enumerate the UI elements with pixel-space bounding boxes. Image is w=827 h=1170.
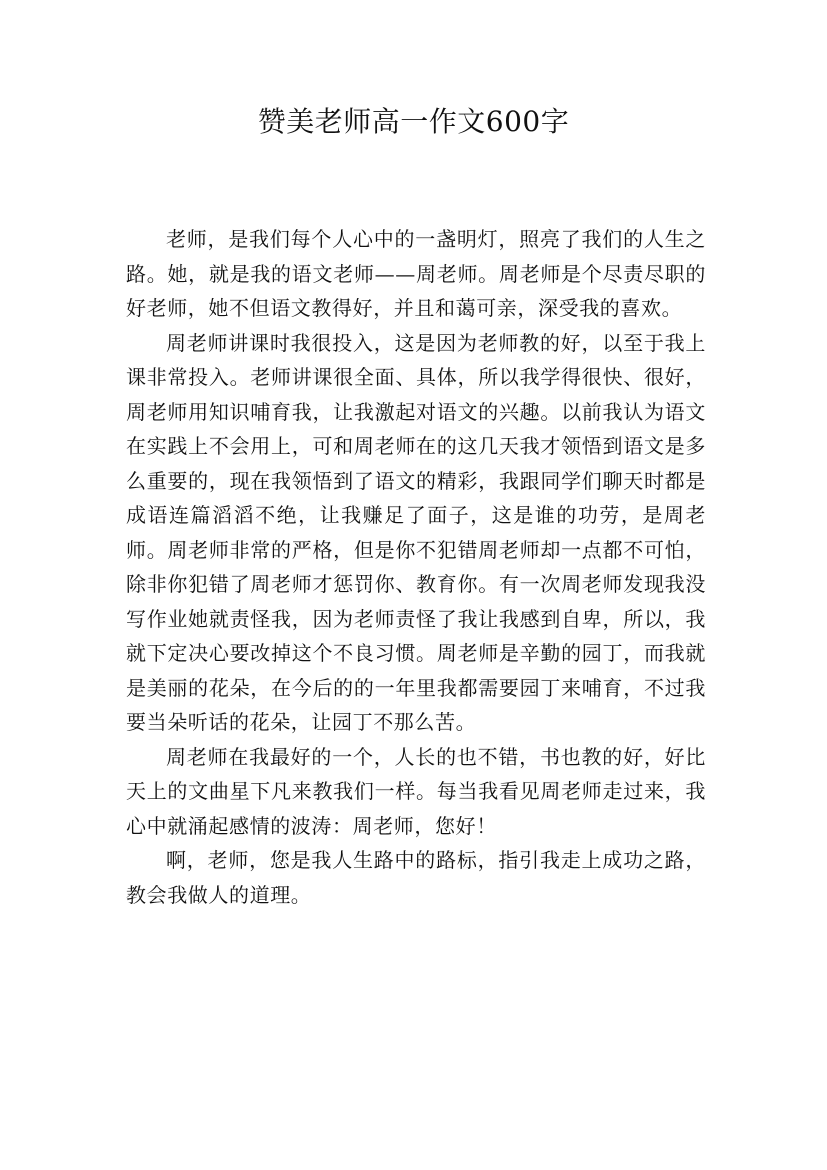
paragraph-2: 周老师讲课时我很投入，这是因为老师教的好，以至于我上课非常投入。老师讲课很全面、具体，所以我学得很快、很好，周老师用知识哺育我，让我激起对语文的兴趣。以前我认为语文在实践上不会用上，可和周老师在的这几天我才领悟到语文是多么重要的，现在我领悟到了语文的精彩，我跟同学们聊天时都是成语连篇滔滔不绝，让我赚足了面子，这是谁的功劳，是周老师。周老师非常的严格，但是你不犯错周老师却一点都不可怕，除非你犯错了周老师才惩罚你、教育你。有一次周老师发现我没写作业她就责怪我，因为老师责怪了我让我感到自卑，所以，我就下定决心要改掉这个不良习惯。周老师是辛勤的园丁，而我就是美丽的花朵，在今后的的一年里我都需要园丁来哺育，不过我要当朵听话的花朵，让园丁不那么苦。 [126,330,706,734]
paragraph-3: 周老师在我最好的一个，人长的也不错，书也教的好，好比天上的文曲星下凡来教我们一样。每当我看见周老师走过来，我心中就涌起感情的波涛：周老师，您好！ [126,744,706,838]
paragraph-4: 啊，老师，您是我人生路中的路标，指引我走上成功之路，教会我做人的道理。 [126,848,706,907]
document-body [126,222,706,912]
paragraph-1: 老师，是我们每个人心中的一盏明灯，照亮了我们的人生之路。她，就是我的语文老师——周老师。周老师是个尽责尽职的好老师，她不但语文教得好，并且和蔼可亲，深受我的喜欢。 [126,227,706,320]
document-title: 赞美老师高一作文600字 [257,105,570,138]
